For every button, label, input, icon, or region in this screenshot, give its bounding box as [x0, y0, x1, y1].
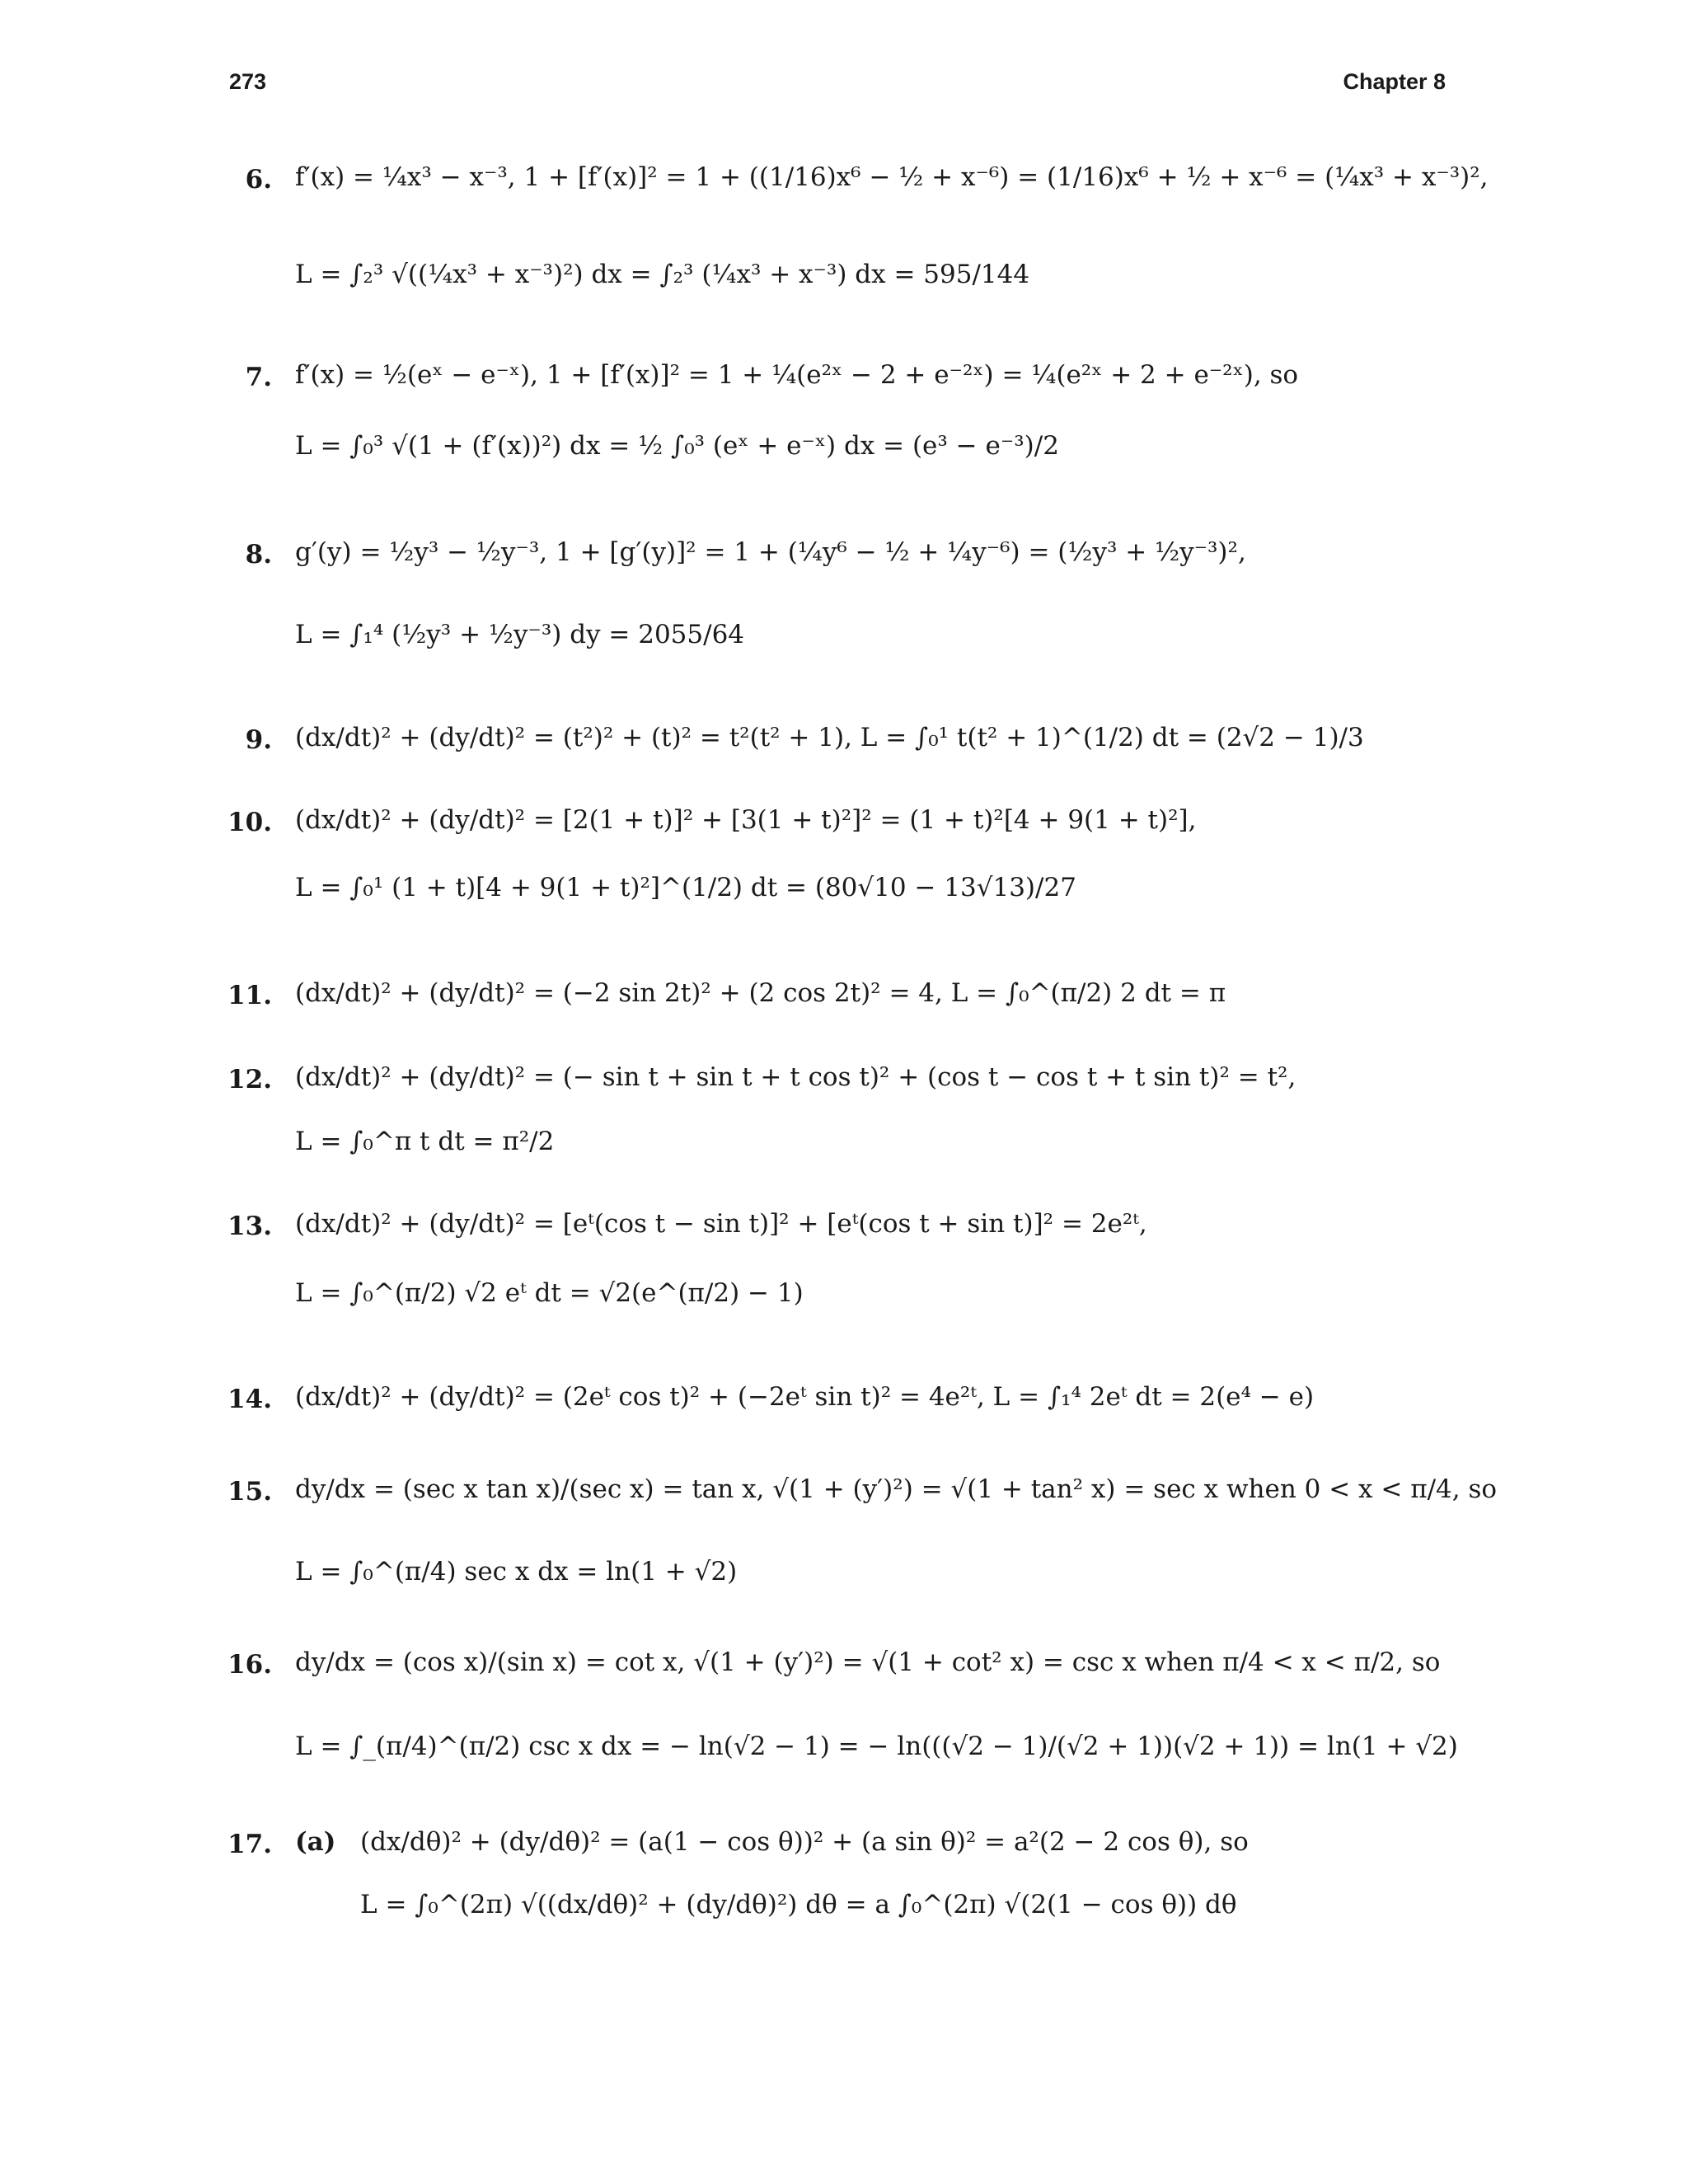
problem-number-8: 8.	[245, 540, 272, 569]
problem-number-17: 17.	[227, 1830, 272, 1859]
problem-9-line-1: (dx/dt)² + (dy/dt)² = (t²)² + (t)² = t²(t² + 1), L = ∫₀¹ t(t² + 1)^(1/2) dt = (2√2 − 1)/3	[295, 723, 1364, 752]
problem-6-line-1: f′(x) = ¼x³ − x⁻³, 1 + [f′(x)]² = 1 + ((1/16)x⁶ − ½ + x⁻⁶) = (1/16)x⁶ + ½ + x⁻⁶ = (¼x³ + x⁻³)²,	[295, 162, 1489, 192]
problem-15-line-2: L = ∫₀^(π/4) sec x dx = ln(1 + √2)	[295, 1557, 738, 1586]
problem-number-10: 10.	[227, 808, 272, 837]
problem-17-part-label: (a)	[295, 1827, 336, 1857]
problem-6-line-2: L = ∫₂³ √((¼x³ + x⁻³)²) dx = ∫₂³ (¼x³ + x⁻³) dx = 595/144	[295, 260, 1030, 289]
problem-13-line-1: (dx/dt)² + (dy/dt)² = [eᵗ(cos t − sin t)]² + [eᵗ(cos t + sin t)]² = 2e²ᵗ,	[295, 1209, 1147, 1239]
problem-number-6: 6.	[245, 165, 272, 194]
problem-16-line-2: L = ∫_(π/4)^(π/2) csc x dx = − ln(√2 − 1) = − ln(((√2 − 1)/(√2 + 1))(√2 + 1)) = ln(1 + √2)	[295, 1732, 1458, 1761]
problem-8-line-1: g′(y) = ½y³ − ½y⁻³, 1 + [g′(y)]² = 1 + (¼y⁶ − ½ + ¼y⁻⁶) = (½y³ + ½y⁻³)²,	[295, 537, 1246, 567]
problem-13-line-2: L = ∫₀^(π/2) √2 eᵗ dt = √2(e^(π/2) − 1)	[295, 1278, 804, 1308]
problem-number-12: 12.	[227, 1065, 272, 1094]
problem-number-9: 9.	[245, 725, 272, 755]
page-number: 273	[229, 69, 267, 94]
problem-17-line-1: (dx/dθ)² + (dy/dθ)² = (a(1 − cos θ))² + (a sin θ)² = a²(2 − 2 cos θ), so	[360, 1827, 1249, 1857]
problem-14-line-1: (dx/dt)² + (dy/dt)² = (2eᵗ cos t)² + (−2eᵗ sin t)² = 4e²ᵗ, L = ∫₁⁴ 2eᵗ dt = 2(e⁴ − e)	[295, 1382, 1315, 1412]
chapter-title: Chapter 8	[1343, 69, 1446, 94]
problem-number-7: 7.	[245, 363, 272, 392]
problem-8-line-2: L = ∫₁⁴ (½y³ + ½y⁻³) dy = 2055/64	[295, 620, 745, 649]
problem-10-line-1: (dx/dt)² + (dy/dt)² = [2(1 + t)]² + [3(1 + t)²]² = (1 + t)²[4 + 9(1 + t)²],	[295, 805, 1197, 835]
problem-number-16: 16.	[227, 1650, 272, 1680]
problem-15-line-1: dy/dx = (sec x tan x)/(sec x) = tan x, √(1 + (y′)²) = √(1 + tan² x) = sec x when 0 < x < π/4, so	[295, 1474, 1498, 1504]
problem-11-line-1: (dx/dt)² + (dy/dt)² = (−2 sin 2t)² + (2 cos 2t)² = 4, L = ∫₀^(π/2) 2 dt = π	[295, 978, 1226, 1008]
problem-17-line-2: L = ∫₀^(2π) √((dx/dθ)² + (dy/dθ)²) dθ = a ∫₀^(2π) √(2(1 − cos θ)) dθ	[360, 1890, 1237, 1919]
problem-number-15: 15.	[227, 1477, 272, 1507]
problem-7-line-1: f′(x) = ½(eˣ − e⁻ˣ), 1 + [f′(x)]² = 1 + ¼(e²ˣ − 2 + e⁻²ˣ) = ¼(e²ˣ + 2 + e⁻²ˣ), so	[295, 360, 1299, 390]
problem-12-line-2: L = ∫₀^π t dt = π²/2	[295, 1127, 555, 1156]
problem-10-line-2: L = ∫₀¹ (1 + t)[4 + 9(1 + t)²]^(1/2) dt = (80√10 − 13√13)/27	[295, 873, 1076, 902]
problem-16-line-1: dy/dx = (cos x)/(sin x) = cot x, √(1 + (y′)²) = √(1 + cot² x) = csc x when π/4 < x < π/2, so	[295, 1647, 1441, 1677]
problem-number-11: 11.	[227, 981, 272, 1010]
problem-12-line-1: (dx/dt)² + (dy/dt)² = (− sin t + sin t + t cos t)² + (cos t − cos t + t sin t)² = t²,	[295, 1062, 1296, 1092]
problem-number-14: 14.	[227, 1385, 272, 1414]
problem-number-13: 13.	[227, 1212, 272, 1241]
problem-7-line-2: L = ∫₀³ √(1 + (f′(x))²) dx = ½ ∫₀³ (eˣ + e⁻ˣ) dx = (e³ − e⁻³)/2	[295, 431, 1059, 461]
